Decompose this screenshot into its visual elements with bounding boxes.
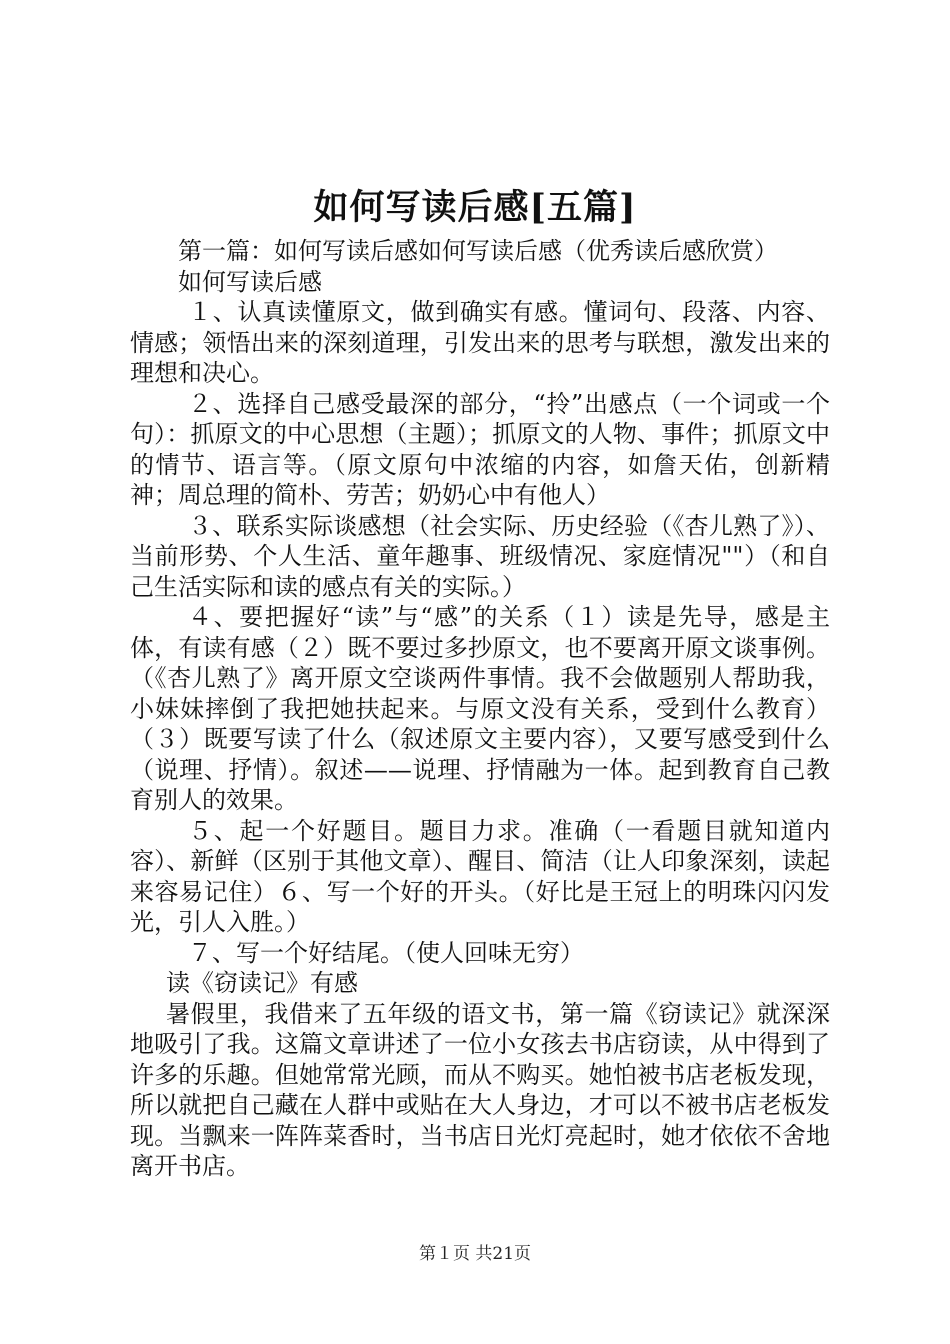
paragraph-point-3: ３、联系实际谈感想（社会实际、历史经验（《杏儿熟了》）、当前形势、个人生活、童年趣事、班级情况、家庭情况""）（和自己生活实际和读的感点有关的实际。） [130, 511, 830, 601]
paragraph-chapter-heading: 第一篇：如何写读后感如何写读后感（优秀读后感欣赏） [178, 237, 778, 265]
paragraph-point-4: ４、要把握好“读”与“感”的关系（１）读是先导，感是主体，有读有感（２）既不要过多抄原文，也不要离开原文谈事例。（《杏儿熟了》离开原文空谈两件事情。我不会做题别人帮助我，小妹妹摔倒了我把她扶起来。与原文没有关系，受到什么教育）（３）既要写读了什么（叙述原文主要内容），又要写感受到什么（说理、抒情）。叙述——说理、抒情融为一体。起到教育自己教育别人的效果。 [130, 603, 830, 814]
page-footer: 第１页 共21页 [418, 1244, 532, 1264]
paragraph-point-7: ７、写一个好结尾。（使人回味无穷） [188, 938, 584, 967]
document-body [130, 236, 830, 1182]
paragraph-point-5-6: ５、起一个好题目。题目力求。准确（一看题目就知道内容）、新鲜（区别于其他文章）、醒目、简洁（让人印象深刻，读起来容易记住）６、写一个好的开头。（好比是王冠上的明珠闪闪发光，引人入胜。） [130, 816, 830, 936]
paragraph-essay-body: 暑假里，我借来了五年级的语文书，第一篇《窃读记》就深深地吸引了我。这篇文章讲述了一位小女孩去书店窃读，从中得到了许多的乐趣。但她常常光顾，而从不购买。她怕被书店老板发现，所以就把自己藏在人群中或贴在大人身边，才可以不被书店老板发现。当飘来一阵阵菜香时，当书店日光灯亮起时，她才依依不舍地离开书店。 [130, 999, 830, 1180]
paragraph-essay-title: 读《窃读记》有感 [166, 969, 358, 997]
paragraph-subheading: 如何写读后感 [178, 267, 322, 296]
paragraph-point-2: ２、选择自己感受最深的部分，“拎”出感点（一个词或一个句）：抓原文的中心思想（主题）；抓原文的人物、事件；抓原文中的情节、语言等。（原文原句中浓缩的内容，如詹天佑，创新精神；周总理的简朴、劳苦；奶奶心中有他人） [130, 389, 830, 509]
document-title: 如何写读后感[五篇] [313, 187, 637, 228]
paragraph-point-1: １、认真读懂原文，做到确实有感。懂词句、段落、内容、情感；领悟出来的深刻道理，引发出来的思考与联想，激发出来的理想和决心。 [130, 298, 830, 387]
